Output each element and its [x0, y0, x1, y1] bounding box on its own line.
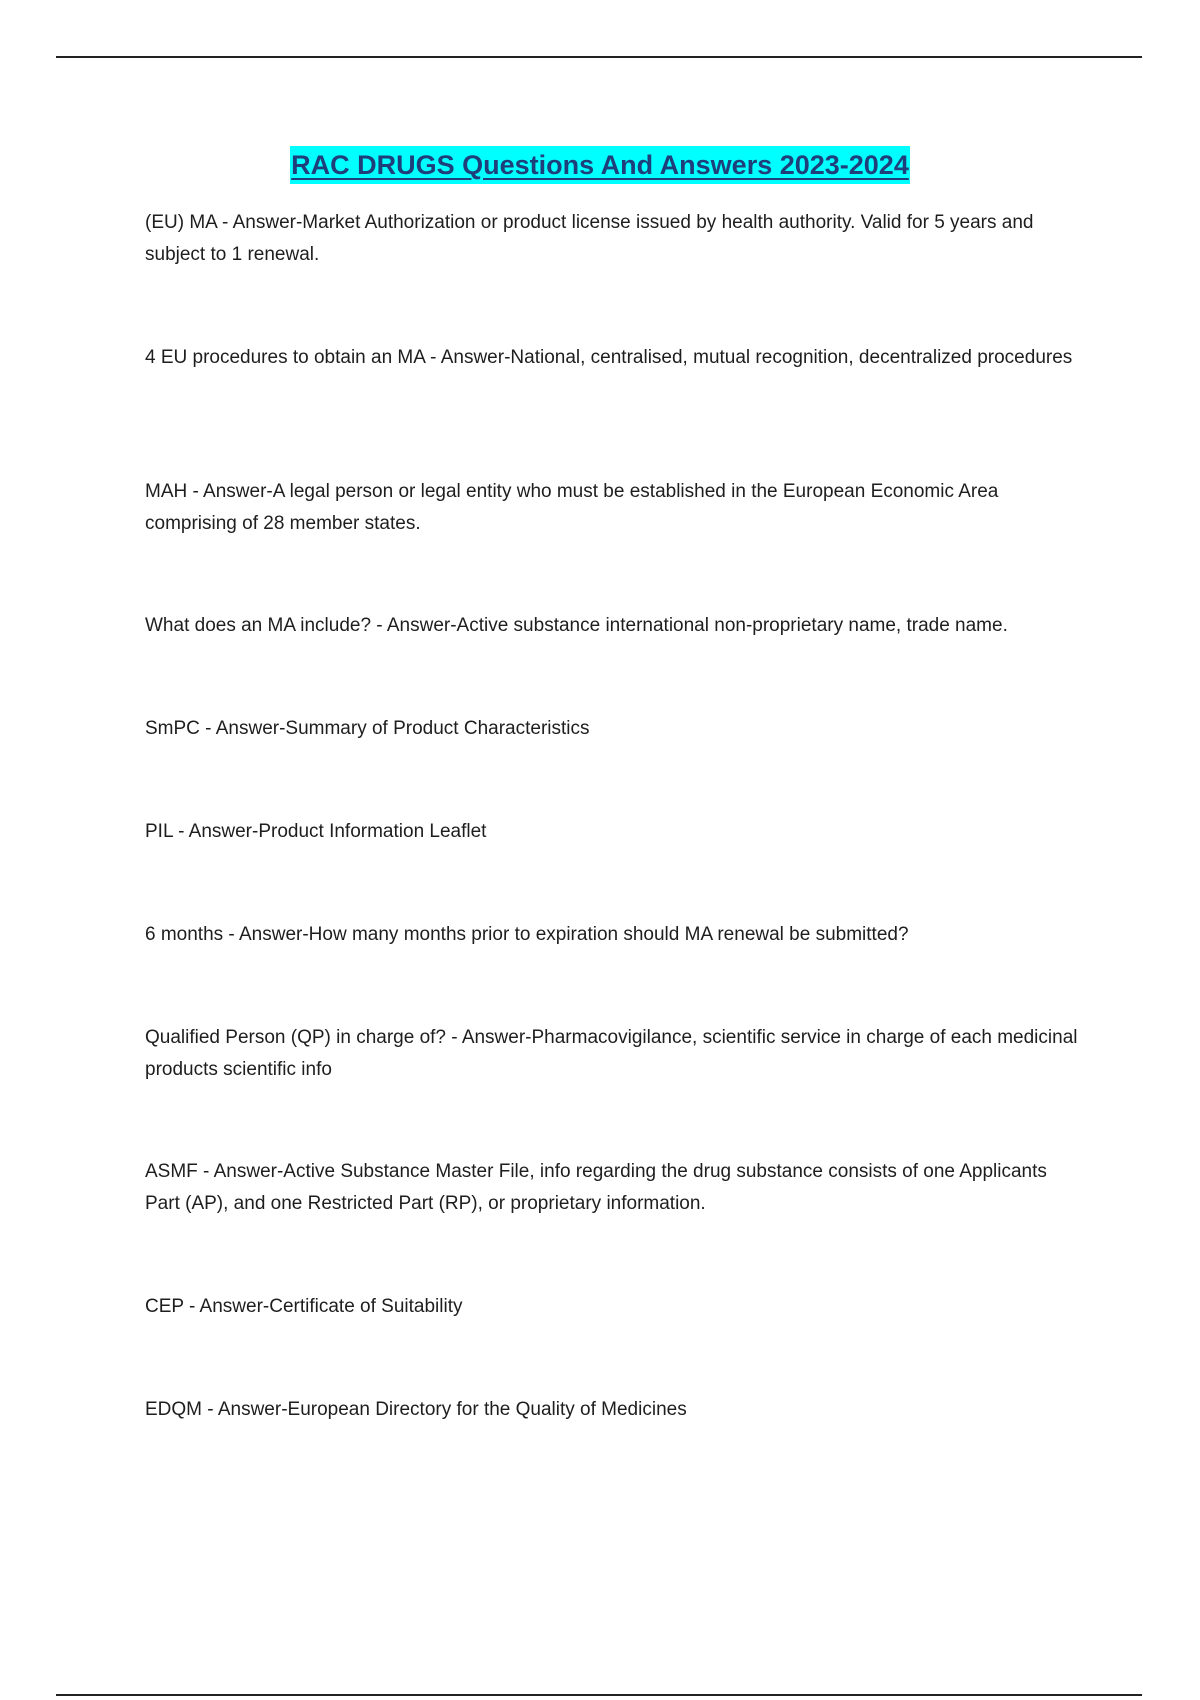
- qa-item: MAH - Answer-A legal person or legal entity who must be established in the European Economic Area comprising of 28 member states.: [145, 481, 999, 534]
- qa-item: What does an MA include? - Answer-Active substance international non-proprietary name, trade name.: [145, 615, 1008, 636]
- qa-item: (EU) MA - Answer-Market Authorization or product license issued by health authority. Valid for 5 years and subject to 1 renewal.: [145, 212, 1034, 265]
- qa-item: PIL - Answer-Product Information Leaflet: [145, 821, 487, 842]
- top-divider: [56, 56, 1142, 58]
- qa-item: CEP - Answer-Certificate of Suitability: [145, 1296, 463, 1317]
- qa-item: EDQM - Answer-European Directory for the Quality of Medicines: [145, 1399, 687, 1420]
- title-container: [0, 146, 1200, 184]
- qa-item: 4 EU procedures to obtain an MA - Answer-National, centralised, mutual recognition, decentralized procedures: [145, 347, 1073, 368]
- qa-item: SmPC - Answer-Summary of Product Characteristics: [145, 718, 590, 739]
- bottom-divider: [56, 1694, 1142, 1696]
- document-title: RAC DRUGS Questions And Answers 2023-2024: [290, 146, 910, 184]
- qa-item: Qualified Person (QP) in charge of? - Answer-Pharmacovigilance, scientific service in charge of each medicinal products scientific info: [145, 1027, 1078, 1080]
- qa-item: ASMF - Answer-Active Substance Master File, info regarding the drug substance consists of one Applicants Part (AP), and one Restricted Part (RP), or proprietary information.: [145, 1161, 1047, 1214]
- qa-item: 6 months - Answer-How many months prior to expiration should MA renewal be submitted?: [145, 924, 909, 945]
